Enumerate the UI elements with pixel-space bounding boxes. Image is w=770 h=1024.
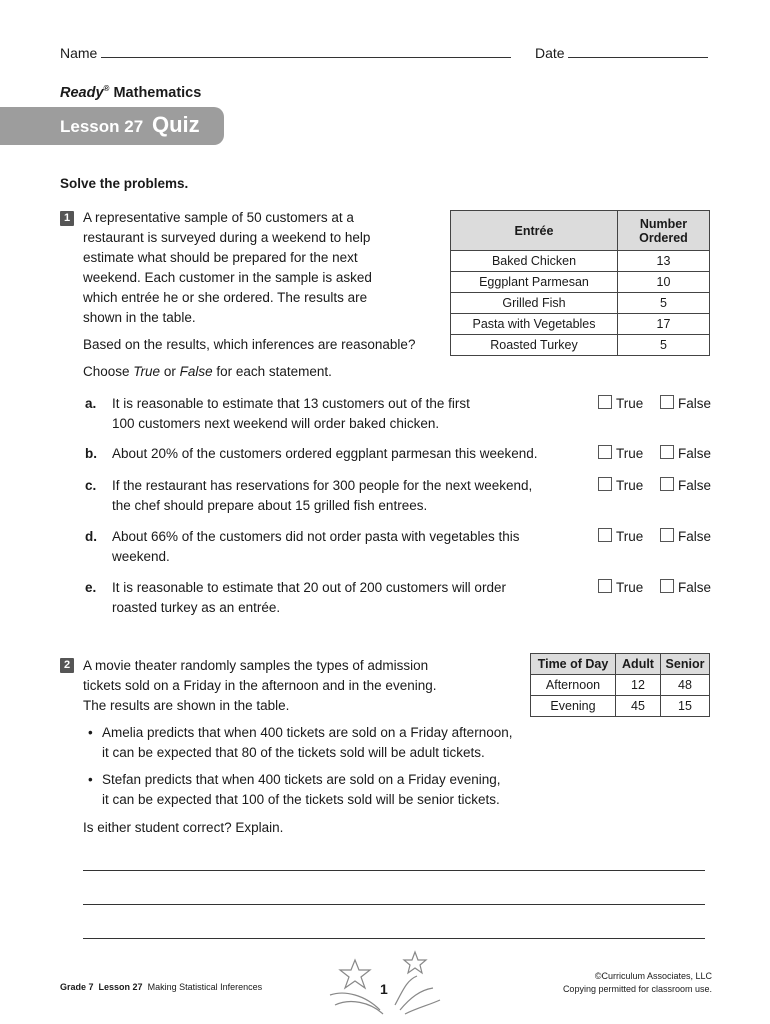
checkbox-icon[interactable] — [598, 395, 612, 409]
footer-copyright: ©Curriculum Associates, LLC Copying permitted for classroom use. — [562, 971, 712, 994]
header-senior: Senior — [661, 654, 710, 675]
date-line[interactable] — [568, 44, 708, 58]
statement-e: e. It is reasonable to estimate that 20 out of 200 customers will order roasted turkey as an entrée. — [85, 580, 506, 615]
statement-c-true[interactable]: True — [598, 477, 643, 493]
checkbox-icon[interactable] — [598, 445, 612, 459]
lesson-banner — [0, 107, 224, 145]
checkbox-icon[interactable] — [598, 528, 612, 542]
checkbox-icon[interactable] — [598, 579, 612, 593]
table-row: Roasted Turkey 5 — [451, 335, 710, 356]
footer-lesson-info: Grade 7 Lesson 27 Making Statistical Inferences — [60, 982, 263, 992]
name-label: Name — [60, 45, 98, 61]
checkbox-icon[interactable] — [660, 477, 674, 491]
name-line[interactable] — [101, 44, 511, 58]
q2-description: A movie theater randomly samples the types of admission tickets sold on a Friday in the afternoon and in the evening. The results are shown in the table. — [83, 658, 437, 713]
checkbox-icon[interactable] — [660, 445, 674, 459]
statement-b: b. About 20% of the customers ordered eggplant parmesan this weekend. — [85, 446, 538, 461]
header-adult: Adult — [616, 654, 661, 675]
statement-d-true[interactable]: True — [598, 528, 643, 544]
question-number-2: 2 — [60, 658, 74, 673]
header-entree: Entrée — [451, 211, 618, 251]
date-field[interactable] — [535, 44, 708, 61]
checkbox-icon[interactable] — [660, 528, 674, 542]
table-header-row — [531, 654, 710, 675]
table-row: Grilled Fish 5 — [451, 293, 710, 314]
instructions: Solve the problems. — [60, 176, 189, 191]
name-field[interactable] — [60, 44, 511, 61]
bullet-stefan: • Stefan predicts that when 400 tickets are sold on a Friday evening, it can be expected that 100 of the tickets sold will be senior tickets. — [88, 772, 501, 807]
statement-a-false[interactable]: False — [660, 395, 711, 411]
checkbox-icon[interactable] — [660, 395, 674, 409]
header-number-ordered: Number Ordered — [618, 211, 710, 251]
lesson-title: Quiz — [152, 112, 200, 137]
statement-e-false[interactable]: False — [660, 579, 711, 595]
statement-d: d. About 66% of the customers did not order pasta with vegetables this weekend. — [85, 529, 520, 564]
answer-line[interactable] — [83, 938, 705, 939]
table-row: Baked Chicken 13 — [451, 251, 710, 272]
statement-c: c. If the restaurant has reservations for 300 people for the next weekend, the chef should prepare about 15 grilled fish entrees. — [85, 478, 533, 513]
table-row: Evening 45 15 — [531, 696, 710, 717]
table-header-row — [451, 211, 710, 251]
question-number-1: 1 — [60, 211, 74, 226]
q1-choose-instruction: Choose True or False for each statement. — [83, 364, 332, 379]
answer-line[interactable] — [83, 870, 705, 871]
statement-a-true[interactable]: True — [598, 395, 643, 411]
ticket-table — [530, 653, 710, 717]
statement-e-true[interactable]: True — [598, 579, 643, 595]
q1-description: A representative sample of 50 customers at a restaurant is surveyed during a weekend to help estimate what should be prepared for the next weekend. Each customer in the sample is asked which entrée he or she ordered. The results are shown in the table. — [83, 210, 372, 325]
statement-a: a. It is reasonable to estimate that 13 customers out of the first 100 customers next weekend will order baked chicken. — [85, 396, 470, 431]
brand-title: Ready® Mathematics — [60, 84, 202, 101]
bullet-amelia: • Amelia predicts that when 400 tickets are sold on a Friday afternoon, it can be expected that 80 of the tickets sold will be adult tickets. — [88, 725, 513, 760]
statement-b-false[interactable]: False — [660, 445, 711, 461]
q1-prompt: Based on the results, which inferences are reasonable? — [83, 337, 416, 352]
lesson-label: Lesson 27 — [60, 117, 144, 136]
entree-table — [450, 210, 710, 356]
date-label: Date — [535, 45, 565, 61]
statement-c-false[interactable]: False — [660, 477, 711, 493]
page-number: 1 — [380, 981, 388, 997]
table-row: Afternoon 12 48 — [531, 675, 710, 696]
q2-question: Is either student correct? Explain. — [83, 820, 284, 835]
checkbox-icon[interactable] — [660, 579, 674, 593]
statement-b-true[interactable]: True — [598, 445, 643, 461]
checkbox-icon[interactable] — [598, 477, 612, 491]
statement-d-false[interactable]: False — [660, 528, 711, 544]
header-time-of-day: Time of Day — [531, 654, 616, 675]
table-row: Eggplant Parmesan 10 — [451, 272, 710, 293]
answer-line[interactable] — [83, 904, 705, 905]
table-row: Pasta with Vegetables 17 — [451, 314, 710, 335]
